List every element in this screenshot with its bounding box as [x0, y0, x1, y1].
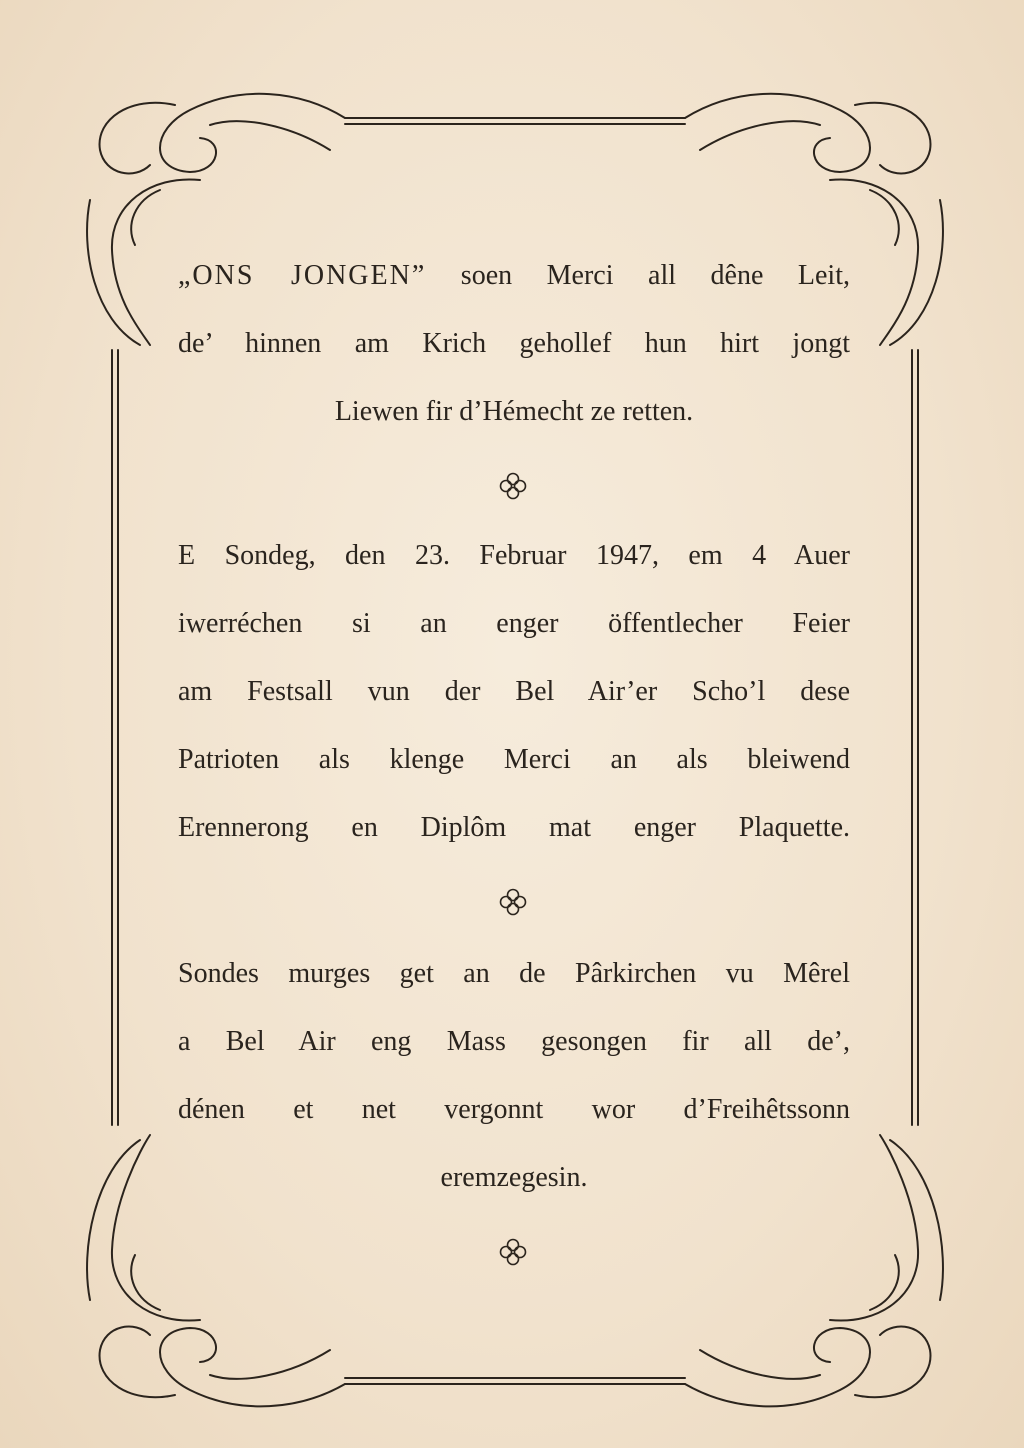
- paragraph-mass: [178, 940, 850, 1212]
- paragraph-ceremony-line: am Festsall vun der Bel Air’er Scho’l dese: [178, 676, 850, 707]
- paragraph-ceremony: [178, 522, 850, 862]
- paragraph-thanks-line-1: [178, 242, 850, 310]
- paragraph-ceremony-line: E Sondeg, den 23. Februar 1947, em 4 Auer: [178, 540, 850, 571]
- paragraph-mass-line: a Bel Air eng Mass gesongen fir all de’,: [178, 1026, 850, 1057]
- quatrefoil-icon: [497, 886, 529, 918]
- paragraph-ceremony-line: Patrioten als klenge Merci an als bleiwend: [178, 744, 850, 775]
- title-ons-jongen: „ONS JONGEN”: [178, 260, 427, 291]
- paragraph-ceremony-line: Erennerong en Diplôm mat enger Plaquette.: [178, 812, 850, 843]
- quatrefoil-icon: [497, 470, 529, 502]
- title-line-rest: soen Merci all dêne Leit,: [426, 260, 850, 291]
- paragraph-thanks: [178, 242, 850, 446]
- paragraph-ceremony-line: iwerréchen si an enger öffentlecher Feier: [178, 608, 850, 639]
- quatrefoil-icon: [497, 1236, 529, 1268]
- paragraph-mass-line: dénen et net vergonnt wor d’Freihêtssonn: [178, 1094, 850, 1125]
- paragraph-mass-line: Sondes murges get an de Pârkirchen vu Mêrel: [178, 958, 850, 989]
- paragraph-mass-last-line: eremzegesin.: [440, 1162, 588, 1193]
- paragraph-thanks-line-2: de’ hinnen am Krich gehollef hun hirt jongt: [178, 328, 850, 359]
- paragraph-thanks-line-3: Liewen fir d’Hémecht ze retten.: [334, 396, 694, 427]
